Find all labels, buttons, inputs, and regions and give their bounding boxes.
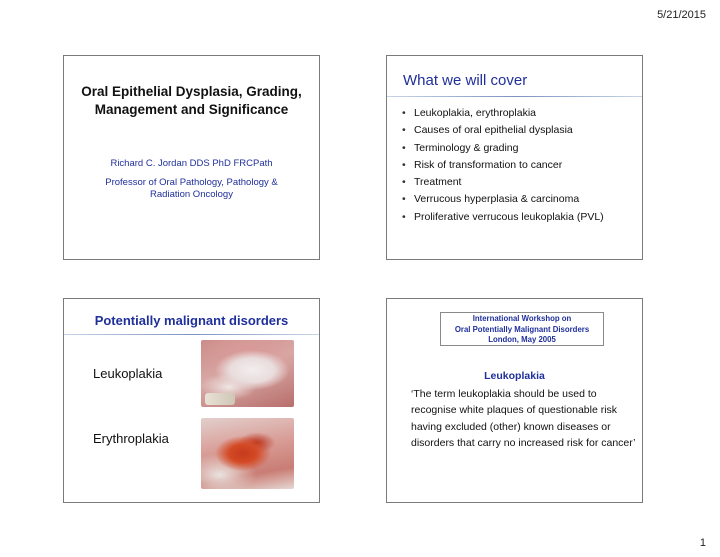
title-divider: [64, 334, 319, 335]
list-item: • Terminology & grading: [400, 140, 604, 157]
slide-definition: [386, 298, 643, 503]
overview-title: What we will cover: [403, 72, 528, 89]
disorders-title: Potentially malignant disorders: [94, 313, 289, 328]
slide-title-text: [64, 83, 319, 119]
slide-title: [63, 55, 320, 260]
page-number: 1: [699, 537, 706, 549]
definition-quote: ‘The term leukoplakia should be used to recognise white plaques of questionable risk having excluded (other) known diseases or disorders that carry no increased risk for cancer’: [411, 388, 636, 450]
list-item: • Risk of transformation to cancer: [400, 157, 604, 174]
title-line-2: Management and Significance: [94, 102, 289, 117]
list-item: • Verrucous hyperplasia & carcinoma: [400, 191, 604, 208]
list-item: • Treatment: [400, 174, 604, 191]
list-item: • Leukoplakia, erythroplakia: [400, 105, 604, 122]
author-position-line-1: Professor of Oral Pathology, Pathology &: [105, 176, 278, 188]
workshop-line-2: Oral Potentially Malignant Disorders: [454, 324, 590, 334]
author-name: Richard C. Jordan DDS PhD FRCPath: [110, 158, 273, 169]
list-item: • Causes of oral epithelial dysplasia: [400, 122, 604, 139]
overview-list: [400, 105, 604, 226]
title-divider: [387, 96, 642, 97]
slide-overview: [386, 55, 643, 260]
list-item: • Proliferative verrucous leukoplakia (PVL): [400, 209, 604, 226]
author-block: [64, 158, 319, 202]
workshop-line-3: London, May 2005: [488, 335, 556, 344]
title-line-1: Oral Epithelial Dysplasia, Grading,: [81, 84, 302, 99]
page-date: 5/21/2015: [657, 9, 706, 21]
slide-disorders: [63, 298, 320, 503]
leukoplakia-label: Leukoplakia: [93, 366, 163, 381]
workshop-line-1: International Workshop on: [472, 314, 572, 323]
erythroplakia-photo: [201, 418, 294, 489]
author-position-line-2: Radiation Oncology: [150, 189, 233, 200]
leukoplakia-photo: [201, 340, 294, 407]
erythroplakia-label: Erythroplakia: [93, 431, 169, 446]
definition-heading: Leukoplakia: [484, 370, 545, 382]
workshop-box: [440, 312, 604, 346]
